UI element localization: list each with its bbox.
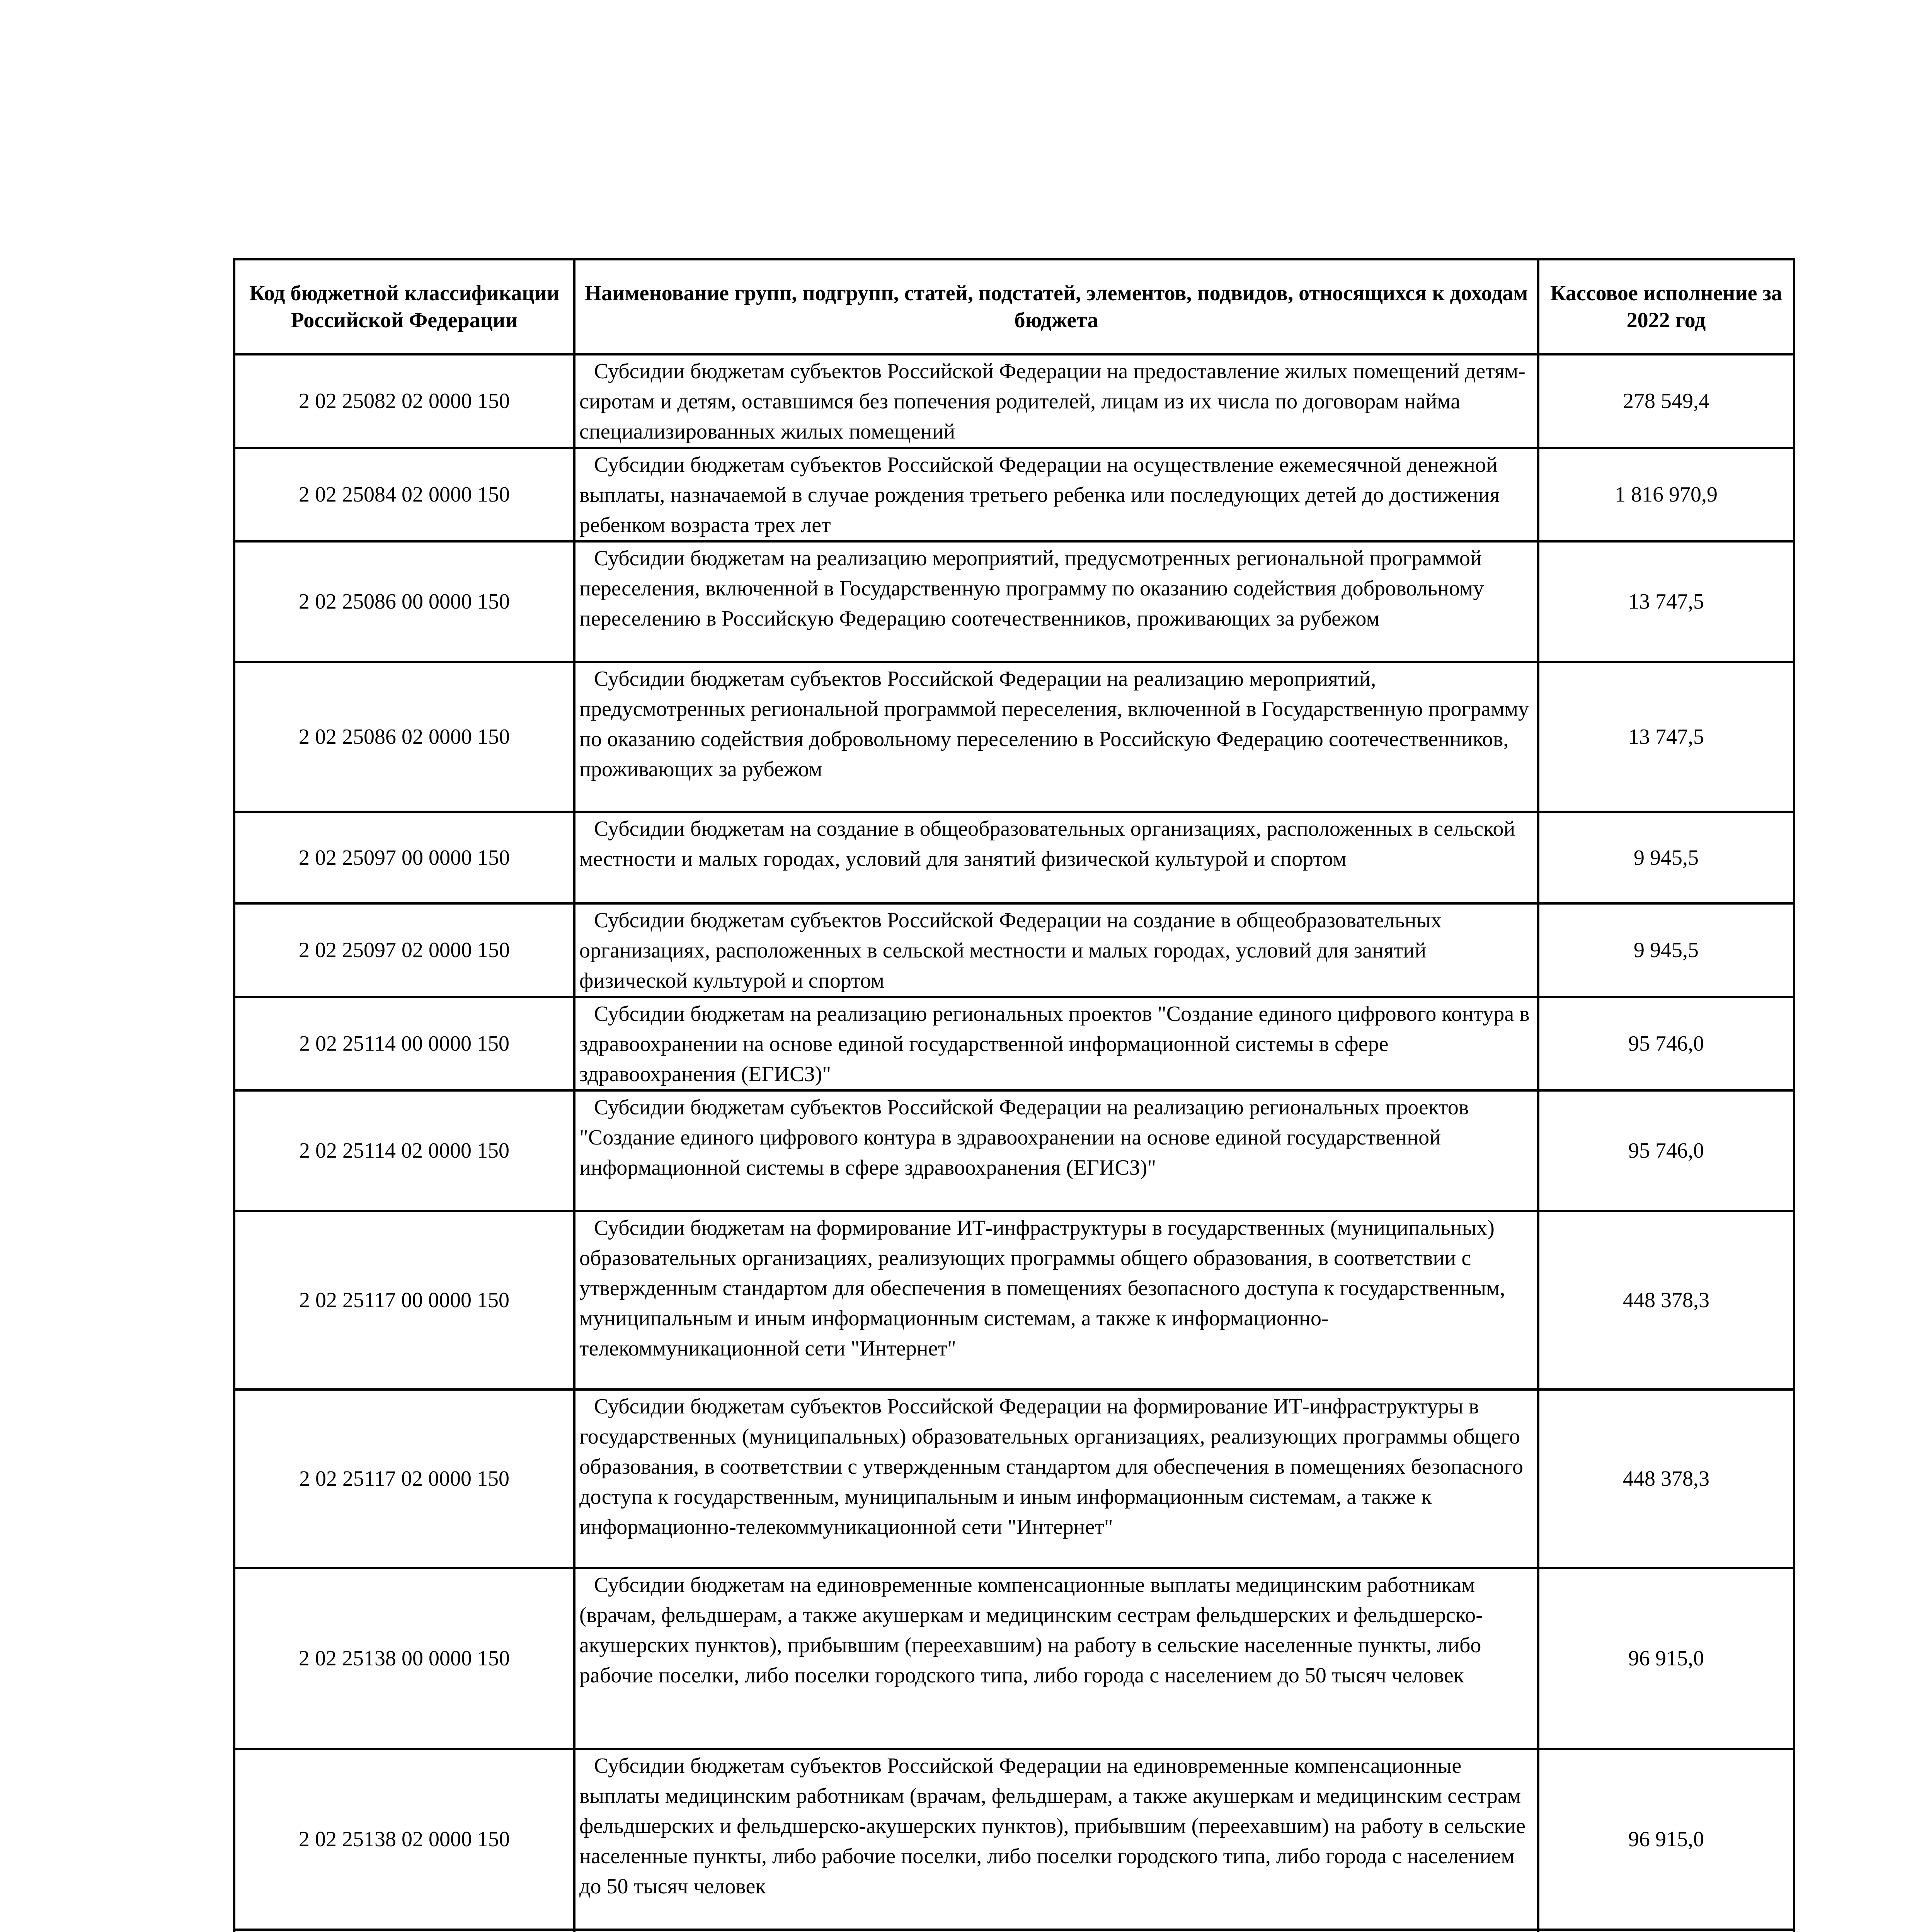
table-header-row [234, 259, 1794, 354]
row-name-cell [574, 1090, 1538, 1211]
row-name-cell [574, 662, 1538, 812]
row-name-cell [574, 1211, 1538, 1389]
table-row [234, 1930, 1794, 1932]
row-code: 2 02 25082 02 0000 150 [234, 354, 574, 448]
table-row [234, 448, 1794, 541]
row-name: Субсидии бюджетам субъектов Российской Федерации на единовременные компенсационные выплаты медицинским работникам (врачам, фельдшерам, а также акушеркам и медицинским сестрам фельдшерских и фельдшерско-акушерских пунктов), прибывшим (переехавшим) на работу в сельские населенные пункты, либо рабочие поселки, либо поселки городского типа, либо города с населением до 50 тысяч человек [579, 1754, 1526, 1898]
row-name-cell [574, 1389, 1538, 1568]
row-sum: 9 945,5 [1538, 903, 1794, 997]
row-name: Субсидии бюджетам субъектов Российской Федерации на предоставление жилых помещений детям-сиротам и детям, оставшимся без попечения родителей, лицам из их числа по договорам найма специализированных жилых помещений [579, 359, 1525, 444]
table-row [234, 903, 1794, 997]
row-name: Субсидии бюджетам субъектов Российской Федерации на реализацию региональных проектов "Создание единого цифрового контура в здравоохранении на основе единой государственной информационной системы в сфере здравоохранения (ЕГИСЗ)" [579, 1095, 1469, 1180]
row-name-cell [574, 1930, 1538, 1932]
table-row [234, 354, 1794, 448]
row-name: Субсидии бюджетам на реализацию региональных проектов "Создание единого цифрового контура в здравоохранении на основе единой государственной информационной системы в сфере здравоохранения (ЕГИСЗ)" [579, 1002, 1530, 1086]
table-row [234, 812, 1794, 903]
row-sum: 95 746,0 [1538, 997, 1794, 1090]
row-code: 2 02 25114 02 0000 150 [234, 1090, 574, 1211]
budget-revenue-table [233, 258, 1795, 1932]
table-row [234, 1211, 1794, 1389]
header-name: Наименование групп, подгрупп, статей, подстатей, элементов, подвидов, относящихся к доходам бюджета [574, 259, 1538, 354]
row-sum: 448 378,3 [1538, 1211, 1794, 1389]
row-code: 2 02 25114 00 0000 150 [234, 997, 574, 1090]
row-sum: 13 747,5 [1538, 541, 1794, 662]
row-code [234, 1930, 574, 1932]
row-sum [1538, 1930, 1794, 1932]
row-code: 2 02 25086 00 0000 150 [234, 541, 574, 662]
row-code: 2 02 25084 02 0000 150 [234, 448, 574, 541]
row-name: Субсидии бюджетам субъектов Российской Федерации на осуществление ежемесячной денежной выплаты, назначаемой в случае рождения третьего ребенка или последующих детей до достижения ребенком возраста трех лет [579, 453, 1500, 537]
row-sum: 96 915,0 [1538, 1749, 1794, 1930]
row-name-cell [574, 812, 1538, 903]
row-sum: 96 915,0 [1538, 1568, 1794, 1749]
row-name-cell [574, 1568, 1538, 1749]
row-name: Субсидии бюджетам на формирование ИТ-инфраструктуры в государственных (муниципальных) образовательных организациях, реализующих программы общего образования, в соответствии с утвержденным стандартом для обеспечения в помещениях безопасного доступа к государственным, муниципальным и иным информационным системам, а также к информационно-телекоммуникационной сети "Интернет" [579, 1216, 1505, 1361]
row-code: 2 02 25097 00 0000 150 [234, 812, 574, 903]
table-row [234, 541, 1794, 662]
table-row [234, 1749, 1794, 1930]
table-row [234, 1090, 1794, 1211]
header-code: Код бюджетной классификации Российской Федерации [234, 259, 574, 354]
row-name: Субсидии бюджетам субъектов Российской Федерации на создание в общеобразовательных организациях, расположенных в сельской местности и малых городах, условий для занятий физической культурой и спортом [579, 908, 1442, 993]
row-name-cell [574, 997, 1538, 1090]
row-name: Субсидии бюджетам субъектов Российской Федерации на формирование ИТ-инфраструктуры в государственных (муниципальных) образовательных организациях, реализующих программы общего образования, в соответствии с утвержденным стандартом для обеспечения в помещениях безопасного доступа к государственным, муниципальным и иным информационным системам, а также к информационно-телекоммуникационной сети "Интернет" [579, 1395, 1523, 1539]
row-sum: 9 945,5 [1538, 812, 1794, 903]
row-name-cell [574, 541, 1538, 662]
row-sum: 1 816 970,9 [1538, 448, 1794, 541]
row-name: Субсидии бюджетам на создание в общеобразовательных организациях, расположенных в сельской местности и малых городах, условий для занятий физической культурой и спортом [579, 817, 1515, 871]
row-code: 2 02 25138 00 0000 150 [234, 1568, 574, 1749]
row-name: Субсидии бюджетам субъектов Российской Федерации на реализацию мероприятий, предусмотренных региональной программой переселения, включенной в Государственную программу по оказанию содействия добровольному переселению в Российскую Федерацию соотечественников, проживающих за рубежом [579, 667, 1529, 781]
header-sum: Кассовое исполнение за 2022 год [1538, 259, 1794, 354]
row-code: 2 02 25117 02 0000 150 [234, 1389, 574, 1568]
table-row [234, 1389, 1794, 1568]
row-name: Субсидии бюджетам на реализацию мероприятий, предусмотренных региональной программой переселения, включенной в Государственную программу по оказанию содействия добровольному переселению в Российскую Федерацию соотечественников, проживающих за рубежом [579, 546, 1484, 631]
row-code: 2 02 25138 02 0000 150 [234, 1749, 574, 1930]
table-row [234, 662, 1794, 812]
row-name-cell [574, 1749, 1538, 1930]
table-row [234, 1568, 1794, 1749]
row-sum: 13 747,5 [1538, 662, 1794, 812]
row-sum: 95 746,0 [1538, 1090, 1794, 1211]
row-code: 2 02 25086 02 0000 150 [234, 662, 574, 812]
row-sum: 448 378,3 [1538, 1389, 1794, 1568]
table-row [234, 997, 1794, 1090]
row-name-cell [574, 448, 1538, 541]
row-code: 2 02 25097 02 0000 150 [234, 903, 574, 997]
row-name-cell [574, 903, 1538, 997]
row-name: Субсидии бюджетам на единовременные компенсационные выплаты медицинским работникам (врачам, фельдшерам, а также акушеркам и медицинским сестрам фельдшерских и фельдшерско-акушерских пунктов), прибывшим (переехавшим) на работу в сельские населенные пункты, либо рабочие поселки, либо поселки городского типа, либо города с населением до 50 тысяч человек [579, 1573, 1483, 1687]
row-sum: 278 549,4 [1538, 354, 1794, 448]
row-name-cell [574, 354, 1538, 448]
row-code: 2 02 25117 00 0000 150 [234, 1211, 574, 1389]
